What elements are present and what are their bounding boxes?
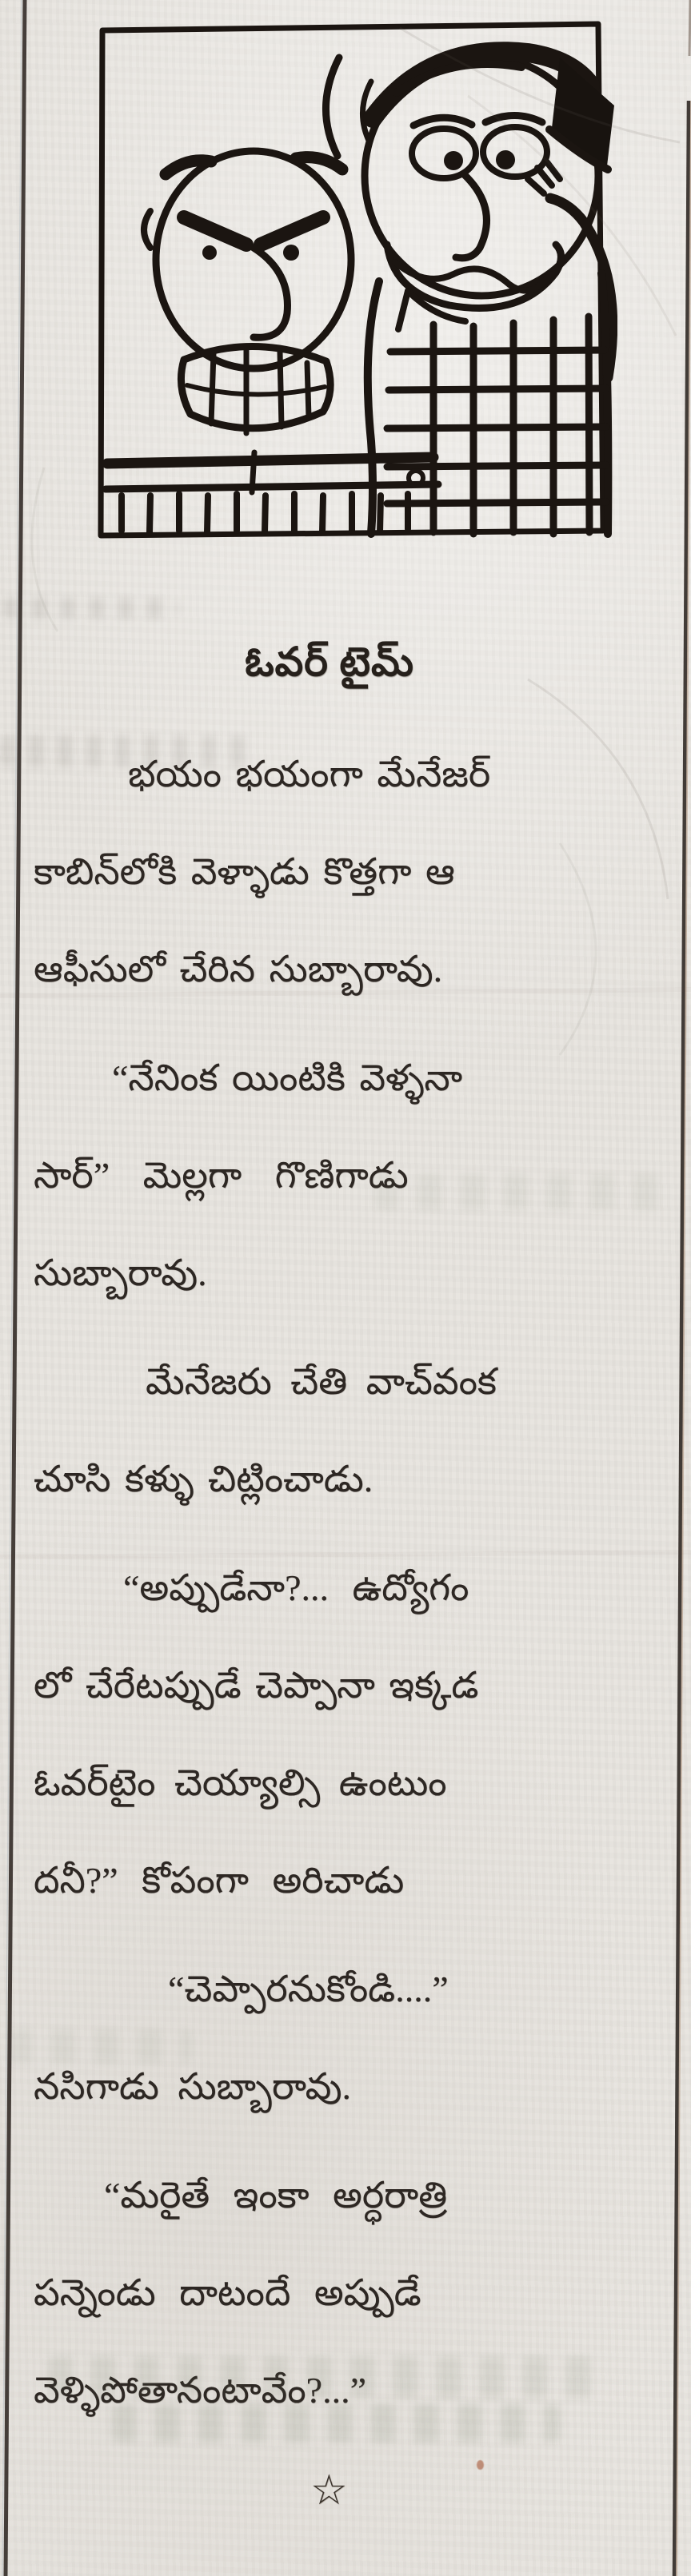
text-line: దనీ?” కోపంగా అరిచాడు: [34, 1860, 405, 1901]
paragraph: [34, 1941, 675, 2136]
text-line: లో చేరేటప్పుడే చెప్పానా ఇక్కడ: [34, 1665, 479, 1706]
text-line: ఓవర్‌టైం చెయ్యాల్సి ఉంటుం: [34, 1762, 447, 1803]
text-line: “మరైతే ఇంకా అర్ధరాత్రి: [104, 2175, 448, 2216]
text-line: ఆఫీసులో చేరిన సుబ్బారావు.: [34, 949, 443, 989]
paragraph: [34, 2147, 675, 2439]
text-line: “అప్పుడేనా?... ఉద్యోగం: [123, 1567, 469, 1608]
text-line: భయం భయంగా మేనేజర్: [128, 754, 491, 794]
text-line: నసిగాడు సుబ్బారావు.: [34, 2066, 352, 2107]
paragraph: [34, 1029, 675, 1322]
bleed-artifact: [3, 598, 179, 619]
text-line: సార్” మెల్లగా గొణిగాడు: [34, 1155, 409, 1196]
article-title: ఓవర్ టైమ్: [245, 639, 414, 684]
text-line: సుబ్బారావు.: [34, 1252, 207, 1293]
text-line: చూసి కళ్ళు చిట్లించాడు.: [34, 1459, 373, 1499]
text-line: “చెప్పారనుకోండి....”: [168, 1969, 449, 2009]
paragraph: [34, 1333, 675, 1528]
text-line: కాబిన్‌లోకి వెళ్ళాడు కొత్తగా ఆ: [34, 851, 455, 892]
end-star: ☆: [310, 2468, 348, 2514]
manager-figure: [144, 151, 351, 492]
text-line: మేనేజరు చేతి వాచ్‌వంక: [146, 1361, 497, 1402]
text-line: పన్నెండు దాటందే అప్పుడే: [34, 2272, 421, 2313]
article-body: [34, 726, 675, 2439]
paragraph: [34, 726, 675, 1018]
text-line: “నేనింక యింటికి వెళ్ళనా: [112, 1057, 463, 1098]
text-line: వెళ్ళిపోతానంటావేం?...”: [34, 2370, 367, 2411]
column-rule-right: [674, 101, 689, 2576]
column-rule-left: [6, 0, 25, 2576]
clerk-figure: [326, 51, 614, 534]
ink-speck: [477, 2460, 484, 2470]
cartoon-illustration: [90, 8, 617, 561]
paragraph: [34, 1539, 675, 1929]
